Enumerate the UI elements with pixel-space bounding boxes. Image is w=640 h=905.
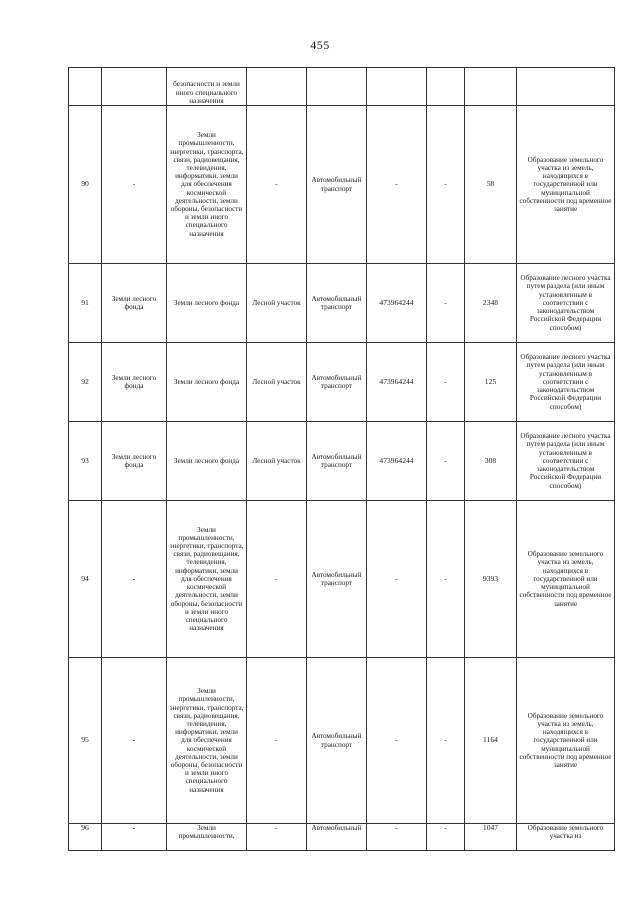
- land-category-cell: Земли лесного фонда: [167, 264, 247, 343]
- land-category-cell: Земли промышленности, энергетики, транспорта, связи, радиовещания, телевидения, информатики, земли для обеспечения космической деятельности, земли обороны, безопасности и земли иного специального назначения: [167, 658, 247, 824]
- plot-type-cell: Лесной участок: [247, 343, 307, 422]
- table-row: [69, 68, 615, 106]
- category-cell: -: [102, 658, 167, 824]
- cadastral-cell: -: [367, 824, 427, 851]
- table-row: [69, 422, 615, 501]
- transport-cell: Автомобильный: [307, 824, 367, 851]
- category-cell: -: [102, 501, 167, 658]
- transport-cell: Автомобильный транспорт: [307, 501, 367, 658]
- area-cell: 58: [465, 106, 517, 264]
- plot-type-cell: -: [247, 824, 307, 851]
- transport-cell: Автомобильный транспорт: [307, 658, 367, 824]
- category-cell: -: [102, 106, 167, 264]
- dash-cell: [427, 68, 465, 106]
- purpose-cell: Образование земельного участка из: [517, 824, 615, 851]
- category-cell: Земли лесного фонда: [102, 264, 167, 343]
- transport-cell: Автомобильный транспорт: [307, 343, 367, 422]
- land-category-cell: Земли лесного фонда: [167, 343, 247, 422]
- cadastral-cell: 473964244: [367, 264, 427, 343]
- plot-type-cell: [247, 68, 307, 106]
- dash-cell: -: [427, 106, 465, 264]
- purpose-cell: Образование лесного участка путем раздела (или иным установленным в соответствии с законодательством Российской Федерации способом): [517, 422, 615, 501]
- row-number-cell: 95: [69, 658, 102, 824]
- transport-cell: Автомобильный транспорт: [307, 422, 367, 501]
- area-cell: 9393: [465, 501, 517, 658]
- transport-cell: [307, 68, 367, 106]
- cadastral-cell: -: [367, 501, 427, 658]
- table-row: [69, 658, 615, 824]
- row-number-cell: 92: [69, 343, 102, 422]
- plot-type-cell: -: [247, 658, 307, 824]
- area-cell: 125: [465, 343, 517, 422]
- dash-cell: -: [427, 824, 465, 851]
- cadastral-cell: -: [367, 106, 427, 264]
- transport-cell: Автомобильный транспорт: [307, 264, 367, 343]
- plot-type-cell: -: [247, 106, 307, 264]
- row-number-cell: 90: [69, 106, 102, 264]
- plot-type-cell: -: [247, 501, 307, 658]
- cadastral-cell: [367, 68, 427, 106]
- row-number-cell: 96: [69, 824, 102, 851]
- plot-type-cell: Лесной участок: [247, 422, 307, 501]
- table-row: [69, 264, 615, 343]
- cadastral-cell: 473964244: [367, 343, 427, 422]
- dash-cell: -: [427, 658, 465, 824]
- land-category-cell: Земли лесного фонда: [167, 422, 247, 501]
- table-row: [69, 501, 615, 658]
- land-category-cell: Земли промышленности,: [167, 824, 247, 851]
- land-category-cell: безопасности и земли иного специального назначения: [167, 68, 247, 106]
- land-category-cell: Земли промышленности, энергетики, транспорта, связи, радиовещания, телевидения, информатики, земли для обеспечения космической деятельности, земли обороны, безопасности и земли иного специального назначения: [167, 501, 247, 658]
- purpose-cell: [517, 68, 615, 106]
- row-number-cell: [69, 68, 102, 106]
- category-cell: [102, 68, 167, 106]
- table-row: [69, 343, 615, 422]
- area-cell: 308: [465, 422, 517, 501]
- cadastral-cell: 473964244: [367, 422, 427, 501]
- table-row: [69, 824, 615, 851]
- area-cell: 1047: [465, 824, 517, 851]
- land-category-cell: Земли промышленности, энергетики, транспорта, связи, радиовещания, телевидения, информатики, земли для обеспечения космической деятельности, земли обороны, безопасности и земли иного специального назначения: [167, 106, 247, 264]
- purpose-cell: Образование лесного участка путем раздела (или иным установленным в соответствии с законодательством Российской Федерации способом): [517, 264, 615, 343]
- purpose-cell: Образование лесного участка путем раздела (или иным установленным в соответствии с законодательством Российской Федерации способом): [517, 343, 615, 422]
- category-cell: Земли лесного фонда: [102, 422, 167, 501]
- row-number-cell: 94: [69, 501, 102, 658]
- area-cell: 2348: [465, 264, 517, 343]
- plot-type-cell: Лесной участок: [247, 264, 307, 343]
- dash-cell: -: [427, 501, 465, 658]
- purpose-cell: Образование земельного участка из земель, находящихся в государственной или муниципальной собственности под временное занятие: [517, 501, 615, 658]
- category-cell: -: [102, 824, 167, 851]
- category-cell: Земли лесного фонда: [102, 343, 167, 422]
- area-cell: [465, 68, 517, 106]
- cadastral-cell: -: [367, 658, 427, 824]
- table-row: [69, 106, 615, 264]
- purpose-cell: Образование земельного участка из земель, находящихся в государственной или муниципальной собственности под временное занятие: [517, 106, 615, 264]
- dash-cell: -: [427, 264, 465, 343]
- transport-cell: Автомобильный транспорт: [307, 106, 367, 264]
- area-cell: 1164: [465, 658, 517, 824]
- page-number: 455: [310, 38, 330, 52]
- row-number-cell: 91: [69, 264, 102, 343]
- land-plots-table: [68, 67, 615, 851]
- dash-cell: -: [427, 422, 465, 501]
- table-body: [69, 68, 615, 851]
- row-number-cell: 93: [69, 422, 102, 501]
- purpose-cell: Образование земельного участка из земель, находящихся в государственной или муниципальной собственности под временное занятие: [517, 658, 615, 824]
- dash-cell: -: [427, 343, 465, 422]
